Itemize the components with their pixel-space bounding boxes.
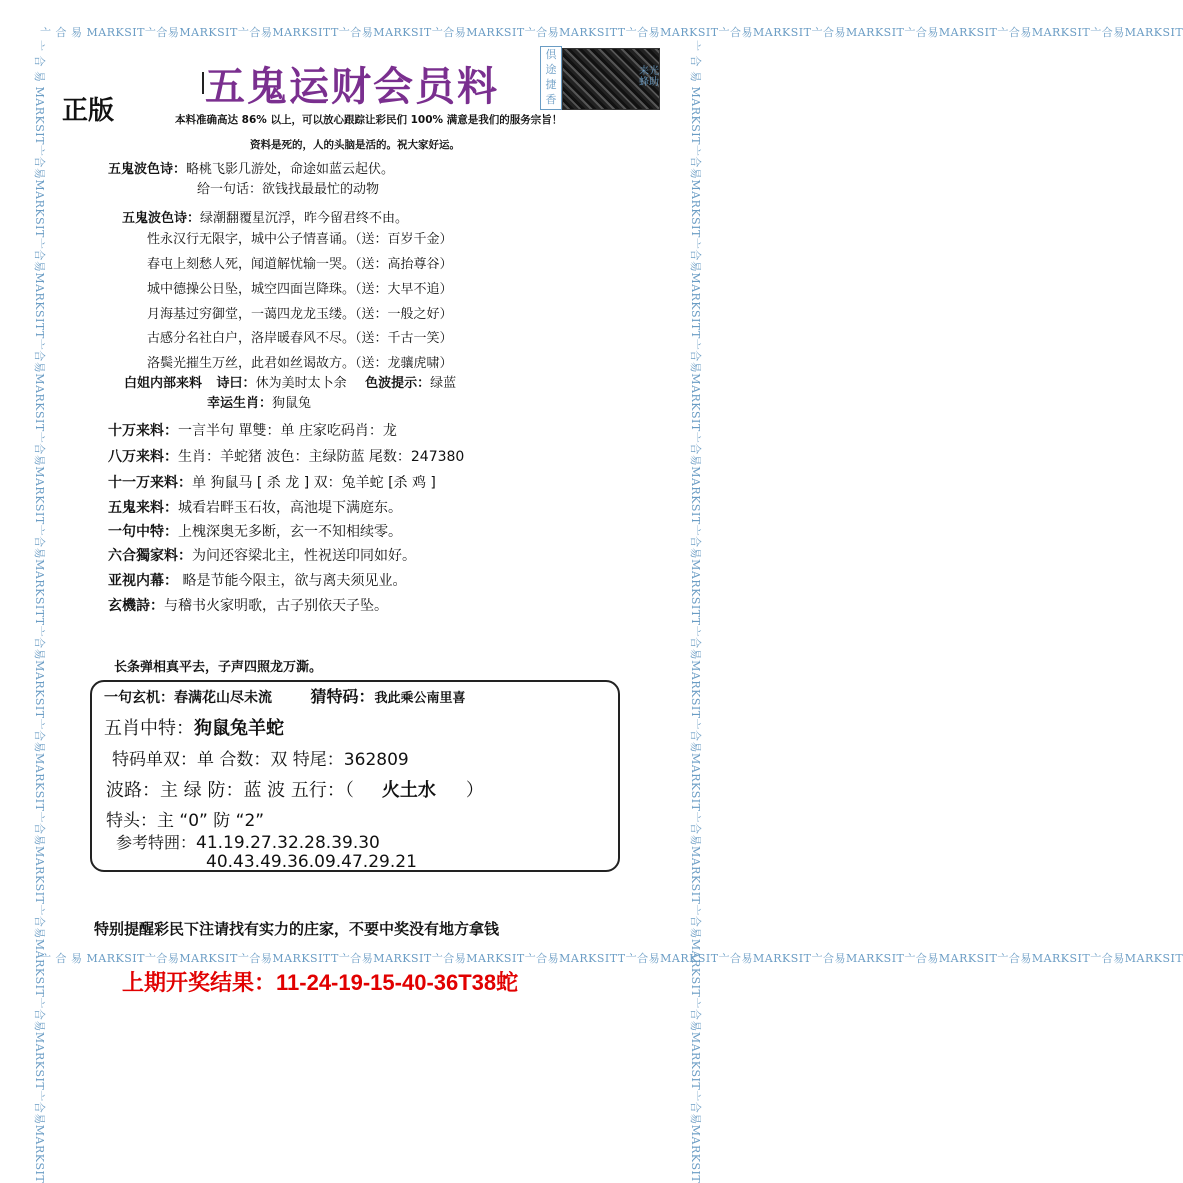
poem1 (108, 158, 394, 177)
inner-label: 白姐内部来料 (124, 376, 203, 391)
page-title: 五鬼运财会员料 (205, 63, 499, 110)
riddle-label: 一句玄机： (104, 690, 174, 706)
title-divider (202, 72, 204, 94)
data-row (108, 446, 464, 466)
row-text: 上槐深奥无多断，玄一不知相续零。 (178, 524, 402, 540)
verse-text: 性永汉行无限字，城中公子情喜诵。 (147, 232, 356, 247)
data-row (108, 521, 402, 541)
verse-gift: （送：龙骧虎啸） (355, 356, 453, 371)
border-pattern-top: 亠 合 易 MARKSIT亠合易MARKSIT亠合易MARKSITT亠合易MARKSIT亠合易MARKSIT亠合易MARKSITT亠合易MARKSIT亠合易MARKSIT亠合易MARKSIT亠合易MARKSIT亠合易MARKSIT亠合易MARKSIT (40, 26, 1183, 39)
color-hint-value: 绿蓝 (430, 376, 457, 391)
edition-label: 正版 (62, 96, 115, 126)
ref-numbers-2: 40.43.49.36.09.47.29.21 (206, 852, 417, 872)
verse-text: 古感分名社白户，洛岸暖春风不尽。 (147, 331, 356, 346)
border-pattern-left: 亠 合 易 MARKSIT亠合易MARKSIT亠合易MARKSITT亠合易MARKSIT亠合易MARKSIT亠合易MARKSITT亠合易MARKSIT亠合易MARKSIT亠合易MARKSIT亠合易MARKSIT亠合易MARKSIT亠合易MARKSIT (33, 40, 46, 1183)
data-row (108, 545, 416, 565)
elements-value: 火土水 (381, 780, 436, 801)
verse-gift: （送：千古一笑） (355, 331, 453, 346)
guess-label: 猜特码： (310, 687, 375, 706)
poem2 (122, 207, 408, 226)
row-label: 五鬼来料： (108, 500, 178, 516)
guess-text: 我此乘公南里喜 (374, 691, 466, 706)
row-label: 十一万来料： (108, 475, 192, 491)
wave-text: 波路：主 绿 防：蓝 波 五行：（ (106, 780, 354, 801)
summary-line (124, 372, 456, 391)
data-row (108, 472, 436, 492)
row-label: 一句中特： (108, 524, 178, 540)
tagline: 本料准确高达 86% 以上，可以放心跟踪让彩民们 100% 满意是我们的服务宗旨！ (175, 114, 563, 126)
poem1-line2: 给一句话：欲钱找最最忙的动物 (197, 182, 380, 197)
zodiac5-line (104, 714, 284, 740)
row-text: 生肖：羊蛇猪 波色：主绿防蓝 尾数：247380 (178, 449, 465, 465)
color-hint-label: 色波提示： (365, 376, 431, 391)
head-line: 特头：主 “0” 防 “2” (106, 811, 265, 831)
poem2-verse (147, 253, 453, 272)
zodiac5-value: 狗鼠兔羊蛇 (194, 718, 284, 739)
verse-text: 春屯上刻愁人死，闻道解忧输一哭。 (147, 257, 356, 272)
last-draw-result: 上期开奖结果：11-24-19-15-40-36T38蛇 (122, 970, 519, 995)
row-text: 单 狗鼠马 [ 杀 龙 ] 双：兔羊蛇 [杀 鸡 ] (192, 475, 436, 491)
ref-label: 参考特囲： (116, 833, 197, 852)
border-pattern-bottom: 亠 合 易 MARKSIT亠合易MARKSIT亠合易MARKSITT亠合易MARKSIT亠合易MARKSIT亠合易MARKSITT亠合易MARKSIT亠合易MARKSIT亠合易MARKSIT亠合易MARKSIT亠合易MARKSIT亠合易MARKSIT (40, 952, 1183, 965)
motto: 资料是死的，人的头脑是活的。祝大家好运。 (250, 139, 460, 151)
row-text: 略是节能今限主，欲与离夫须见业。 (178, 573, 407, 589)
row-label: 八万来料： (108, 449, 178, 465)
zodiac5-label: 五肖中特： (104, 718, 194, 739)
ref-line-1 (116, 830, 380, 853)
data-row (108, 595, 388, 615)
poem2-verse (147, 278, 453, 297)
odd-even-line: 特码单双：单 合数：双 特尾：362809 (112, 750, 409, 770)
data-row (108, 420, 397, 440)
lucky-label: 幸运生肖： (207, 396, 273, 411)
lucky-line (207, 392, 311, 411)
row-label: 六合獨家料： (108, 548, 192, 564)
wave-close: ） (465, 780, 484, 801)
row-text: 为问还容梁北主，性祝送印同如好。 (192, 548, 416, 564)
row-label: 亚视内幕： (108, 573, 178, 589)
verse-text: 城中德操公日坠，城空四面岂降珠。 (147, 282, 356, 297)
poem2-verse (147, 228, 453, 247)
data-row (108, 497, 402, 517)
poem1-text: 略桃飞影几游处，命途如蓝云起伏。 (186, 162, 395, 177)
row-label: 十万来料： (108, 423, 178, 439)
row-label: 玄機詩： (108, 598, 164, 614)
poem2-verse (147, 327, 453, 346)
row-text: 城看岩畔玉石妆，高池堤下满庭东。 (178, 500, 402, 516)
poem2-label: 五鬼波色诗： (122, 211, 201, 226)
poem-label: 诗曰： (216, 376, 256, 391)
verse-gift: （送：百岁千金） (355, 232, 453, 247)
poem-text: 休为美时太卜余 (255, 376, 347, 391)
poem1-label: 五鬼波色诗： (108, 162, 187, 177)
wave-line (106, 776, 484, 802)
verse-text: 洛鬓光摧生万丝，此君如丝谒故方。 (147, 356, 356, 371)
poem2-verse (147, 352, 453, 371)
verse-gift: （送：大早不追） (355, 282, 453, 297)
verse-gift: （送：高抬尊谷） (355, 257, 453, 272)
verse-gift: （送：一般之好） (355, 307, 453, 322)
poem2-text: 绿潮翻覆星沉浮，昨今留君终不由。 (200, 211, 409, 226)
lucky-value: 狗鼠兔 (272, 396, 312, 411)
verse-text: 月海基过穷御堂，一蔼四龙龙玉缕。 (147, 307, 356, 322)
border-pattern-right: 亠 合 易 MARKSIT亠合易MARKSIT亠合易MARKSITT亠合易MARKSIT亠合易MARKSIT亠合易MARKSITT亠合易MARKSIT亠合易MARKSIT亠合易MARKSIT亠合易MARKSIT亠合易MARKSIT亠合易MARKSIT (689, 40, 702, 1183)
riddle-text: 春满花山尽未流 (174, 690, 272, 706)
stamp-right: 来光蜂助 (639, 66, 659, 88)
stamp-left: 倶途捷香 (540, 46, 562, 110)
poem2-verse (147, 303, 453, 322)
riddle-line (104, 684, 465, 707)
ref-numbers-1: 41.19.27.32.28.39.30 (196, 833, 380, 853)
lead-in-line: 长条弹相真平去，子声四照龙万澌。 (114, 660, 323, 675)
data-row (108, 570, 406, 590)
warning-text: 特别提醒彩民下注请找有实力的庄家，不要中奖没有地方拿钱 (94, 920, 500, 938)
row-text: 与稽书火家明歌，古子别依天子坠。 (164, 598, 388, 614)
row-text: 一言半句 單雙：单 庄家吃码肖：龙 (178, 423, 397, 439)
